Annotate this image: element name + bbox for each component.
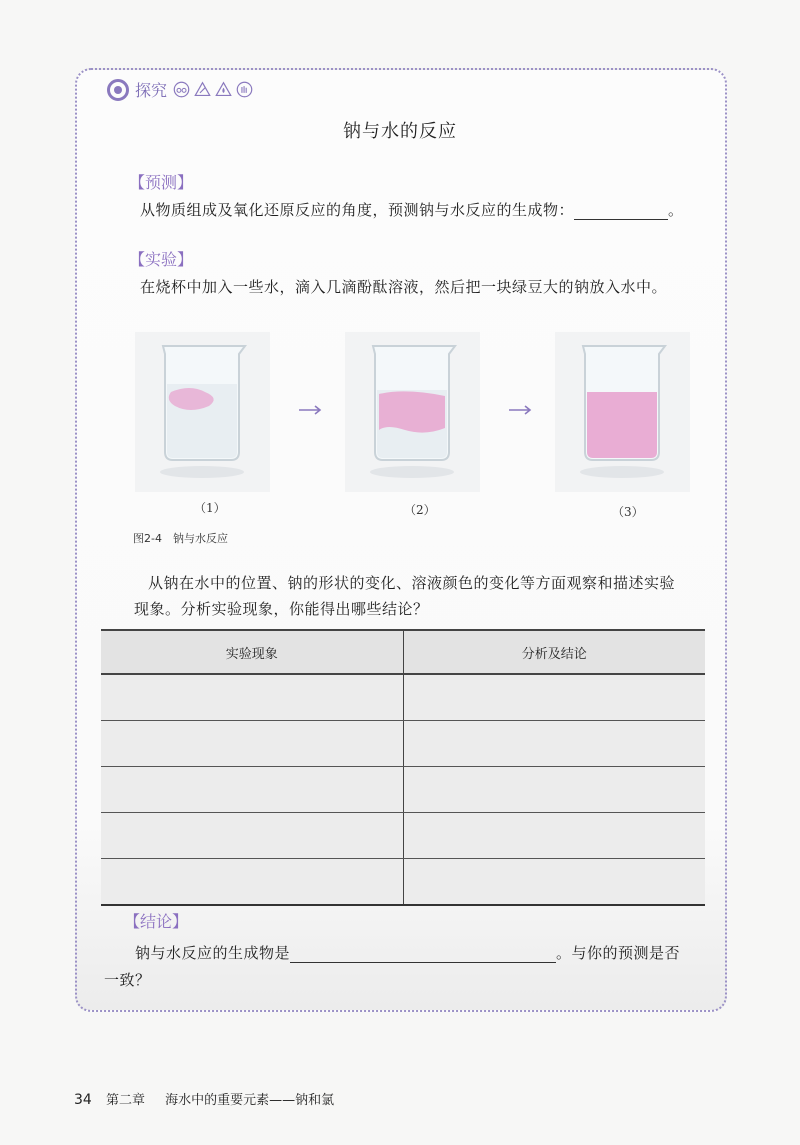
arrow-right-icon [509,400,533,410]
phenomena-cell[interactable] [101,767,403,813]
conclusion-paragraph [135,942,680,963]
phenomena-cell[interactable] [101,721,403,767]
beaker-image-1 [135,332,270,492]
beaker-image-2 [345,332,480,492]
beaker-image-3 [555,332,690,492]
conclusion-text-before: 钠与水反应的生成物是 [135,944,291,962]
conclusion-cell[interactable] [403,767,705,813]
hand-wash-icon [236,81,253,98]
page-number: 34 [74,1092,92,1108]
phenomena-cell[interactable] [101,813,403,859]
prediction-end: 。 [668,201,684,219]
table-row [101,859,705,906]
flame-warning-icon [215,81,232,98]
table-row [101,721,705,767]
table-row [101,813,705,859]
figure-caption: 图2-4 钠与水反应 [133,532,228,545]
experiment-heading: 【实验】 [129,250,194,269]
prediction-text: 从物质组成及氧化还原反应的角度，预测钠与水反应的生成物： [140,201,575,219]
conclusion-heading: 【结论】 [124,912,189,931]
table-row [101,674,705,721]
conclusion-line-2: 一致？ [104,971,151,989]
phenomena-cell[interactable] [101,859,403,906]
conclusion-cell[interactable] [403,859,705,906]
goggles-icon [173,81,190,98]
sharp-object-warning-icon [194,81,211,98]
column-header-phenomena: 实验现象 [101,630,403,674]
experiment-text: 在烧杯中加入一些水，滴入几滴酚酞溶液，然后把一块绿豆大的钠放入水中。 [140,278,668,296]
inquiry-badge [107,78,253,101]
badge-label: 探究 [135,81,168,100]
prediction-paragraph [140,199,684,220]
figure-label-2: （2） [404,503,436,517]
table-row [101,767,705,813]
arrow-right-icon [299,400,323,410]
conclusion-cell[interactable] [403,721,705,767]
page-footer [74,1089,334,1108]
question-line-2: 现象。分析实验现象，你能得出哪些结论？ [134,600,429,618]
prediction-heading: 【预测】 [129,173,194,192]
figure-label-3: （3） [612,505,644,519]
conclusion-cell[interactable] [403,813,705,859]
inquiry-target-icon [107,79,129,101]
chapter-label: 第二章 [105,1093,145,1108]
conclusion-cell[interactable] [403,674,705,721]
column-header-conclusion: 分析及结论 [403,630,705,674]
figure-label-1: （1） [194,501,226,515]
observation-table [101,629,705,906]
prediction-answer-blank[interactable] [574,203,668,220]
page-title: 钠与水的反应 [343,121,457,142]
question-line-1: 从钠在水中的位置、钠的形状的变化、溶液颜色的变化等方面观察和描述实验 [148,574,676,592]
conclusion-answer-blank[interactable] [290,946,556,963]
phenomena-cell[interactable] [101,674,403,721]
conclusion-text-after: 。与你的预测是否 [556,944,681,962]
chapter-title: 海水中的重要元素——钠和氯 [165,1093,335,1108]
